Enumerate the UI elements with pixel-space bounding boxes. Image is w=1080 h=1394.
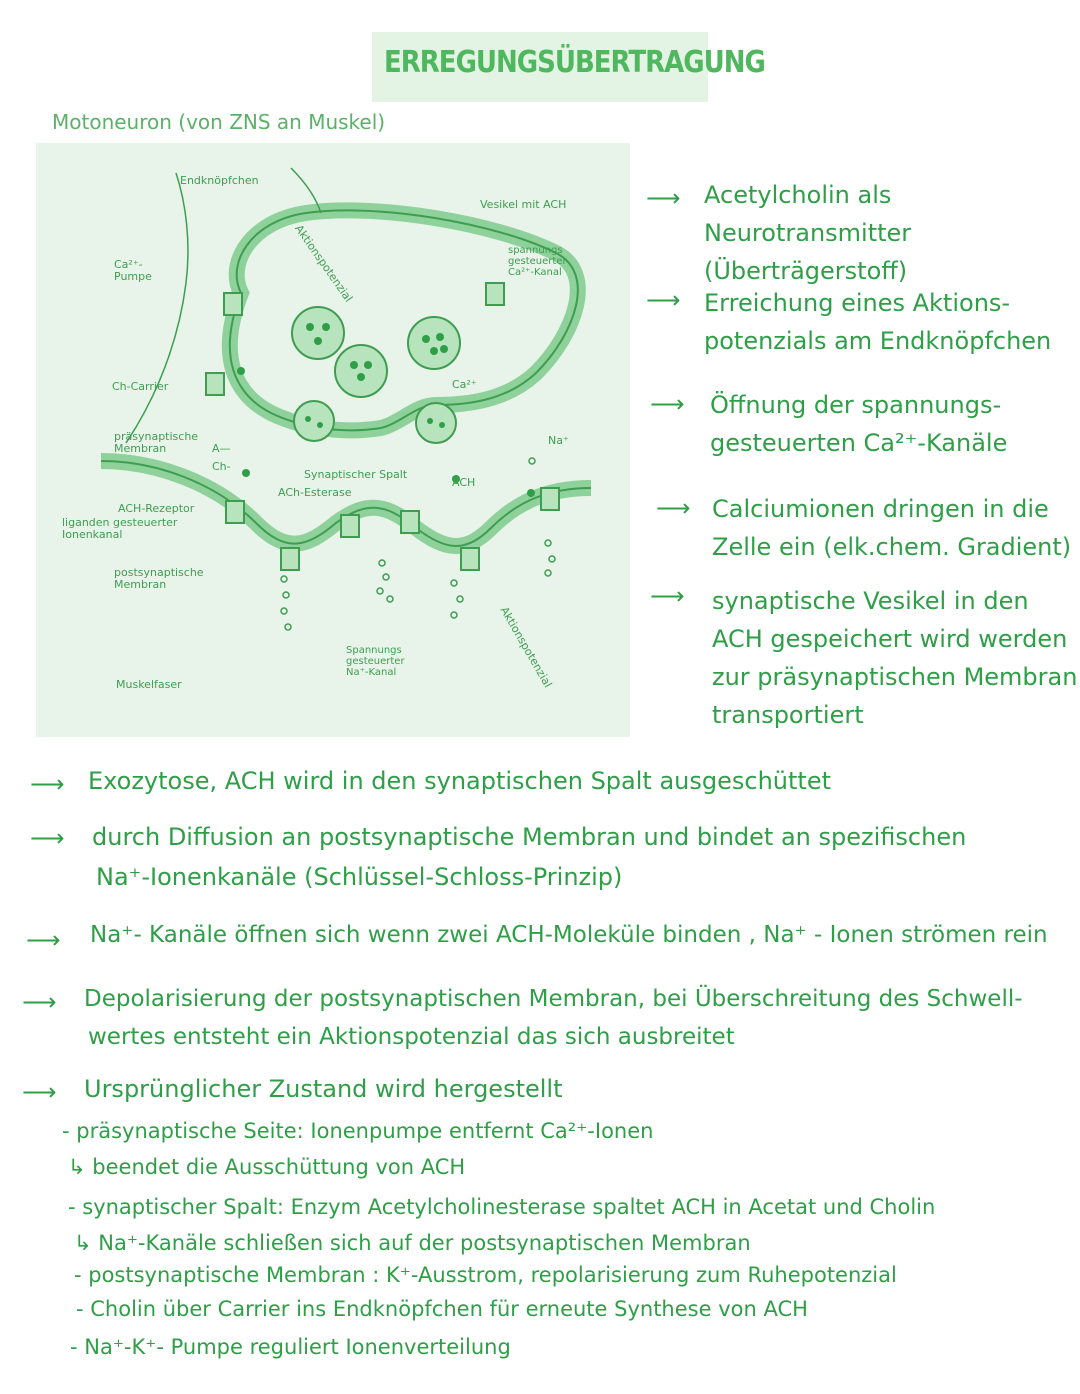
arrow-icon: ⟶: [30, 770, 65, 798]
label-spannungs-ca-kanal: spannungs gesteuerter Ca²⁺-Kanal: [508, 245, 567, 278]
label-liganden-ionenkanal: liganden gesteuerter Ionenkanal: [62, 516, 178, 541]
synapse-diagram: [36, 143, 630, 737]
sub-praesynaptisch: - präsynaptische Seite: Ionenpumpe entfernt Ca²⁺-Ionen: [62, 1119, 654, 1143]
label-aktionspotenzial-top: Aktionspotenzial: [292, 222, 356, 305]
right-step-3: Öffnung der spannungs- gesteuerten Ca²⁺-Kanäle: [710, 391, 1008, 457]
sub-spalt: - synaptischer Spalt: Enzym Acetylcholinesterase spaltet ACH in Acetat und Cholin: [68, 1195, 936, 1219]
label-ca-pumpe: Ca²⁺-Pumpe: [114, 258, 152, 283]
step-exozytose: Exozytose, ACH wird in den synaptischen Spalt ausgeschüttet: [88, 767, 831, 795]
axon-left: [126, 173, 188, 443]
sub-beendet: ↳ beendet die Ausschüttung von ACH: [68, 1155, 466, 1179]
step-diffusion: durch Diffusion an postsynaptische Membran und bindet an spezifischen: [92, 823, 967, 851]
arrow-icon: ⟶: [30, 824, 65, 852]
label-ch: Ch-: [212, 460, 231, 473]
label-ach: ACH: [452, 476, 476, 489]
label-vesikel-mit-ach: Vesikel mit ACH: [480, 198, 567, 211]
label-ach-rezeptor: ACH-Rezeptor: [118, 502, 195, 515]
arrow-icon: ⟶: [650, 582, 685, 610]
label-synaptischer-spalt: Synaptischer Spalt: [304, 468, 408, 481]
presynaptic-terminal: [230, 210, 578, 430]
arrow-icon: ⟶: [22, 1078, 57, 1106]
right-step-5: synaptische Vesikel in den ACH gespeichert wird werden zur präsynaptischen Membran transportiert: [712, 587, 1078, 729]
label-aktionspotenzial-bottom: Aktionspotenzial: [497, 604, 555, 690]
label-muskelfaser: Muskelfaser: [116, 678, 182, 691]
sub-pumpe: - Na⁺-K⁺- Pumpe reguliert Ionenverteilung: [70, 1335, 511, 1359]
arrow-icon: ⟶: [646, 286, 681, 314]
right-step-1: Acetylcholin als Neurotransmitter (Überträgerstoff): [704, 181, 912, 285]
arrow-icon: ⟶: [646, 184, 681, 212]
label-spannungs-na-kanal: Spannungs gesteuerter Na⁺-Kanal: [346, 645, 405, 678]
sub-postsynaptisch: - postsynaptische Membran : K⁺-Ausstrom, repolarisierung zum Ruhepotenzial: [74, 1263, 897, 1287]
step-ursprung: Ursprünglicher Zustand wird hergestellt: [84, 1075, 563, 1103]
arrow-icon: ⟶: [656, 494, 691, 522]
arrow-icon: ⟶: [650, 390, 685, 418]
step-depolarisierung: Depolarisierung der postsynaptischen Membran, bei Überschreitung des Schwell-: [84, 986, 1023, 1012]
label-postsynaptische-membran: postsynaptische Membran: [114, 566, 204, 591]
sub-cholin: - Cholin über Carrier ins Endknöpfchen für erneute Synthese von ACH: [76, 1297, 808, 1321]
right-step-2: Erreichung eines Aktions- potenzials am Endknöpfchen: [704, 289, 1052, 355]
arrow-icon: ⟶: [26, 926, 61, 954]
label-endknoepfchen: Endknöpfchen: [180, 174, 259, 187]
step-diffusion-2: Na⁺-Ionenkanäle (Schlüssel-Schloss-Prinzip): [96, 863, 623, 891]
label-praesynaptische-membran: präsynaptische Membran: [114, 430, 199, 455]
subtitle: Motoneuron (von ZNS an Muskel): [52, 110, 386, 134]
step-depolarisierung-2: wertes entsteht ein Aktionspotenzial das sich ausbreitet: [88, 1024, 735, 1050]
sub-schliessen: ↳ Na⁺-Kanäle schließen sich auf der postsynaptischen Membran: [74, 1231, 751, 1255]
label-ach-esterase: ACh-Esterase: [278, 486, 352, 499]
right-step-4: Calciumionen dringen in die Zelle ein (elk.chem. Gradient): [712, 495, 1072, 561]
label-ca2: Ca²⁺: [452, 378, 477, 391]
page-title: ERREGUNGSÜBERTRAGUNG: [384, 45, 765, 81]
label-a: A—: [212, 442, 231, 455]
step-na-kanaele: Na⁺- Kanäle öffnen sich wenn zwei ACH-Moleküle binden , Na⁺ - Ionen strömen rein: [90, 922, 1048, 948]
label-na-plus: Na⁺: [548, 434, 569, 447]
arrow-icon: ⟶: [22, 988, 57, 1016]
label-ch-carrier: Ch-Carrier: [112, 380, 169, 393]
